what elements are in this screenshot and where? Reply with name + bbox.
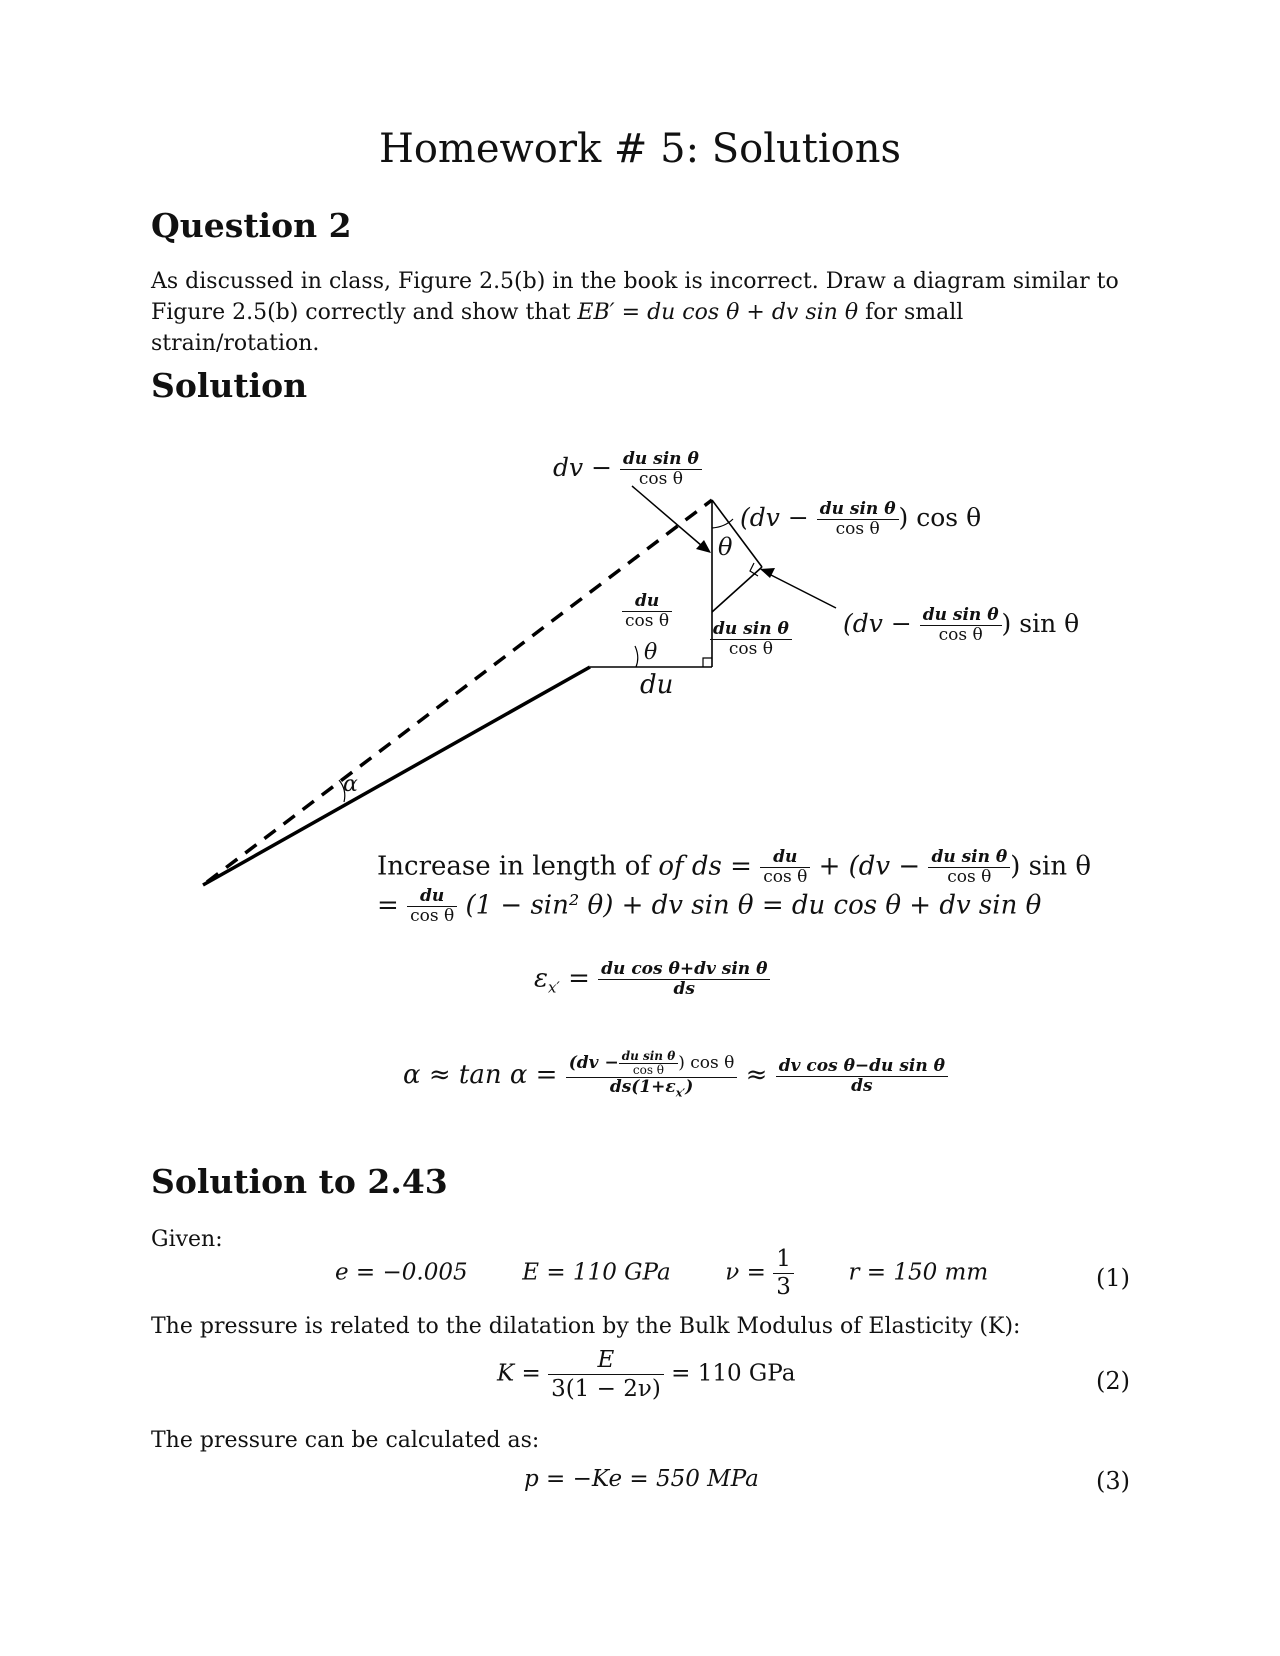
- label-alpha: α: [343, 772, 358, 797]
- dashed-line: [207, 500, 712, 882]
- pressure-text: The pressure can be calculated as:: [151, 1428, 540, 1453]
- page-title: Homework # 5: Solutions: [378, 126, 902, 172]
- question-2-line-2: Figure 2.5(b) correctly and show that: [151, 300, 571, 325]
- solution-heading: Solution: [151, 366, 308, 405]
- label-du-over-cos: $\frac{du}{\text{cos θ}}$: [622, 592, 672, 631]
- alpha-equation: α ≈ tan α = (dv − $\frac{\text{du sin θ}}{\text{cos θ}}$ ) cos θ $ds(1+\varepsilon_{x'})$ ≈ $\frac{\text{dv cos θ−du sin θ}}{ds}$: [403, 1050, 948, 1102]
- strain-equation: $\varepsilon_{x'}$ = $\frac{\text{du cos θ+dv sin θ}}{ds}$: [534, 960, 770, 999]
- label-du: du: [640, 670, 674, 700]
- fraction-du-sin-over-cos: $\frac{\text{du sin θ}}{\text{cos θ}}$: [620, 450, 702, 489]
- arrow-sin-line: [769, 574, 836, 608]
- equation-2: K = $\frac{E}{3(1 - 2\nu)}$ = 110 GPa: [497, 1347, 796, 1402]
- label-theta-bottom: θ: [644, 640, 658, 665]
- label-dv-minus-fraction: dv − $\frac{\text{du sin θ}}{\text{cos θ}}$: [553, 450, 702, 489]
- label-theta-top: θ: [718, 533, 733, 561]
- question-2-line-1: As discussed in class, Figure 2.5(b) in the book is incorrect. Draw a diagram similar to: [151, 269, 1119, 294]
- label-component-sin: (dv − $\frac{\text{du sin θ}}{\text{cos θ}}$ ) sin θ: [843, 605, 1080, 645]
- equation-3-number: (3): [1096, 1467, 1130, 1495]
- right-angle-marker-top: [750, 563, 758, 576]
- question-2-equation: EB′ = du cos θ + dv sin θ: [577, 300, 859, 325]
- solution-243-heading: Solution to 2.43: [151, 1162, 448, 1201]
- increase-length-line-1: Increase in length of of ds = $\frac{du}{\text{cos θ}}$ + (dv − $\frac{\text{du sin θ}}{\text{cos θ}}$ ) sin θ: [377, 847, 1091, 887]
- label-component-cos: (dv − $\frac{\text{du sin θ}}{\text{cos θ}}$ ) cos θ: [740, 499, 982, 539]
- right-angle-marker-bottom: [703, 658, 712, 667]
- equation-3: p = −Ke = 550 MPa: [524, 1466, 759, 1492]
- label-du-sin-over-cos: $\frac{\text{du sin θ}}{\text{cos θ}}$: [710, 620, 792, 659]
- increase-length-line-2: = $\frac{du}{\text{cos θ}}$ (1 − sin² θ) + dv sin θ = du cos θ + dv sin θ: [377, 886, 1042, 926]
- equation-1: e = −0.005 E = 110 GPa ν = $\frac{1}{3}$ r = 150 mm: [335, 1246, 989, 1300]
- equation-1-number: (1): [1096, 1264, 1130, 1292]
- bulk-modulus-text: The pressure is related to the dilatation by the Bulk Modulus of Elasticity (K):: [151, 1314, 1021, 1339]
- given-label: Given:: [151, 1227, 223, 1252]
- question-2-heading: Question 2: [151, 206, 352, 245]
- theta-arc-bottom: [635, 646, 638, 667]
- equation-2-number: (2): [1096, 1367, 1130, 1395]
- question-2-line-3: for small strain/rotation.: [151, 300, 964, 356]
